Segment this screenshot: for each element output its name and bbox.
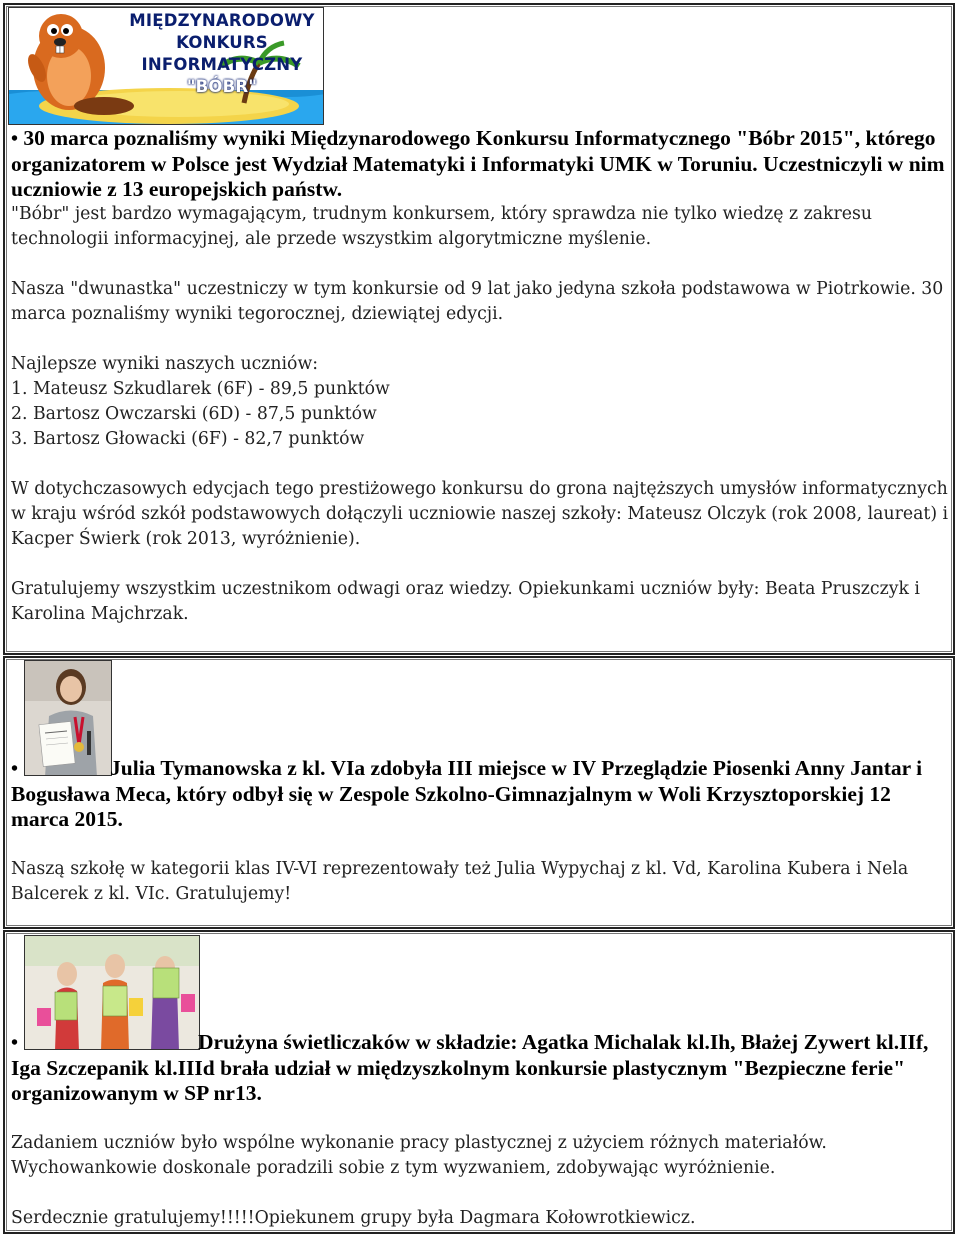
julia-headline <box>11 756 949 832</box>
julia-para-1: Naszą szkołę w kategorii klas IV-VI reprezentowały też Julia Wypychaj z kl. Vd, Karolina Kubera i Nela Balcerek z kl. VIc. Gratulujemy! <box>11 859 909 904</box>
bobr-headline <box>11 126 949 202</box>
bobr-para-1: "Bóbr" jest bardzo wymagającym, trudnym konkursem, który sprawdza nie tylko wiedzę z zakresu technologii informacyjnej, ale przede wszystkim algorytmiczne myślenie. <box>11 204 872 249</box>
headline-text: Drużyna świetliczaków w składzie: Agatka Michalak kl.Ih, Błażej Zywert kl.IIf, Iga Szczepanik kl.IIId brała udział w międzyszkolnym konkursie plastycznym "Bezpieczne ferie" organizowanym w SP nr13. <box>11 1030 929 1105</box>
bullet-icon: • <box>11 128 19 150</box>
news-item-swietlica <box>3 930 955 1234</box>
headline-text: Julia Tymanowska z kl. VIa zdobyła III miejsce w IV Przeglądzie Piosenki Anny Jantar i Bogusława Meca, który odbył się w Zespole Szkolno-Gimnazjalnym w Woli Krzysztoporskiej 12 marca 2015. <box>11 756 923 831</box>
result-item-1: 1. Mateusz Szkudlarek (6F) - 89,5 punktów <box>11 379 390 399</box>
bobr-para-4: Gratulujemy wszystkim uczestnikom odwagi oraz wiedzy. Opiekunkami uczniów były: Beata Pruszczyk i Karolina Majchrzak. <box>11 579 920 624</box>
bobr-para-3: W dotychczasowych edycjach tego prestiżowego konkursu do grona najtęższych umysłów informatycznych w kraju wśród szkół podstawowych dołączyli uczniowie naszej szkoły: Mateusz Olczyk (rok 2008, laureat) i Kacper Świerk (rok 2013, wyróżnienie). <box>11 479 949 549</box>
logo-text <box>119 10 324 98</box>
results-title: Najlepsze wyniki naszych uczniów: <box>11 354 319 374</box>
swietlica-headline <box>11 1030 949 1106</box>
headline-text: 30 marca poznaliśmy wyniki Międzynarodowego Konkursu Informatycznego "Bóbr 2015", którego organizatorem w Polsce jest Wydział Matematyki i Informatyki UMK w Toruniu. Uczestniczyli w nim uczniowie z 13 europejskich państw. <box>11 126 945 201</box>
swietlica-para-2: Serdecznie gratulujemy!!!!!Opiekunem grupy była Dagmara Kołowrotkiewicz. <box>11 1208 696 1228</box>
logo-line-3: INFORMATYCZNY <box>141 55 303 74</box>
result-item-2: 2. Bartosz Owczarski (6D) - 87,5 punktów <box>11 404 377 424</box>
swietlica-para-1: Zadaniem uczniów było wspólne wykonanie pracy plastycznej z użyciem różnych materiałów. Wychowankowie doskonale poradzili sobie z tym wyzwaniem, zdobywając wyróżnienie. <box>11 1133 827 1178</box>
logo-line-1: MIĘDZYNARODOWY <box>129 11 315 30</box>
logo-line-4: "BÓBR" <box>186 77 258 96</box>
news-item-julia <box>3 656 955 929</box>
result-item-3: 3. Bartosz Głowacki (6F) - 82,7 punktów <box>11 429 365 449</box>
bobr-contest-logo <box>8 7 324 125</box>
bullet-icon: • <box>11 1032 19 1054</box>
logo-line-2: KONKURS <box>176 33 268 52</box>
bullet-icon: • <box>11 758 19 780</box>
news-item-bobr <box>3 3 955 655</box>
bobr-para-2: Nasza "dwunastka" uczestniczy w tym konkursie od 9 lat jako jedyna szkoła podstawowa w Piotrkowie. 30 marca poznaliśmy wyniki tegorocznej, dziewiątej edycji. <box>11 279 944 324</box>
